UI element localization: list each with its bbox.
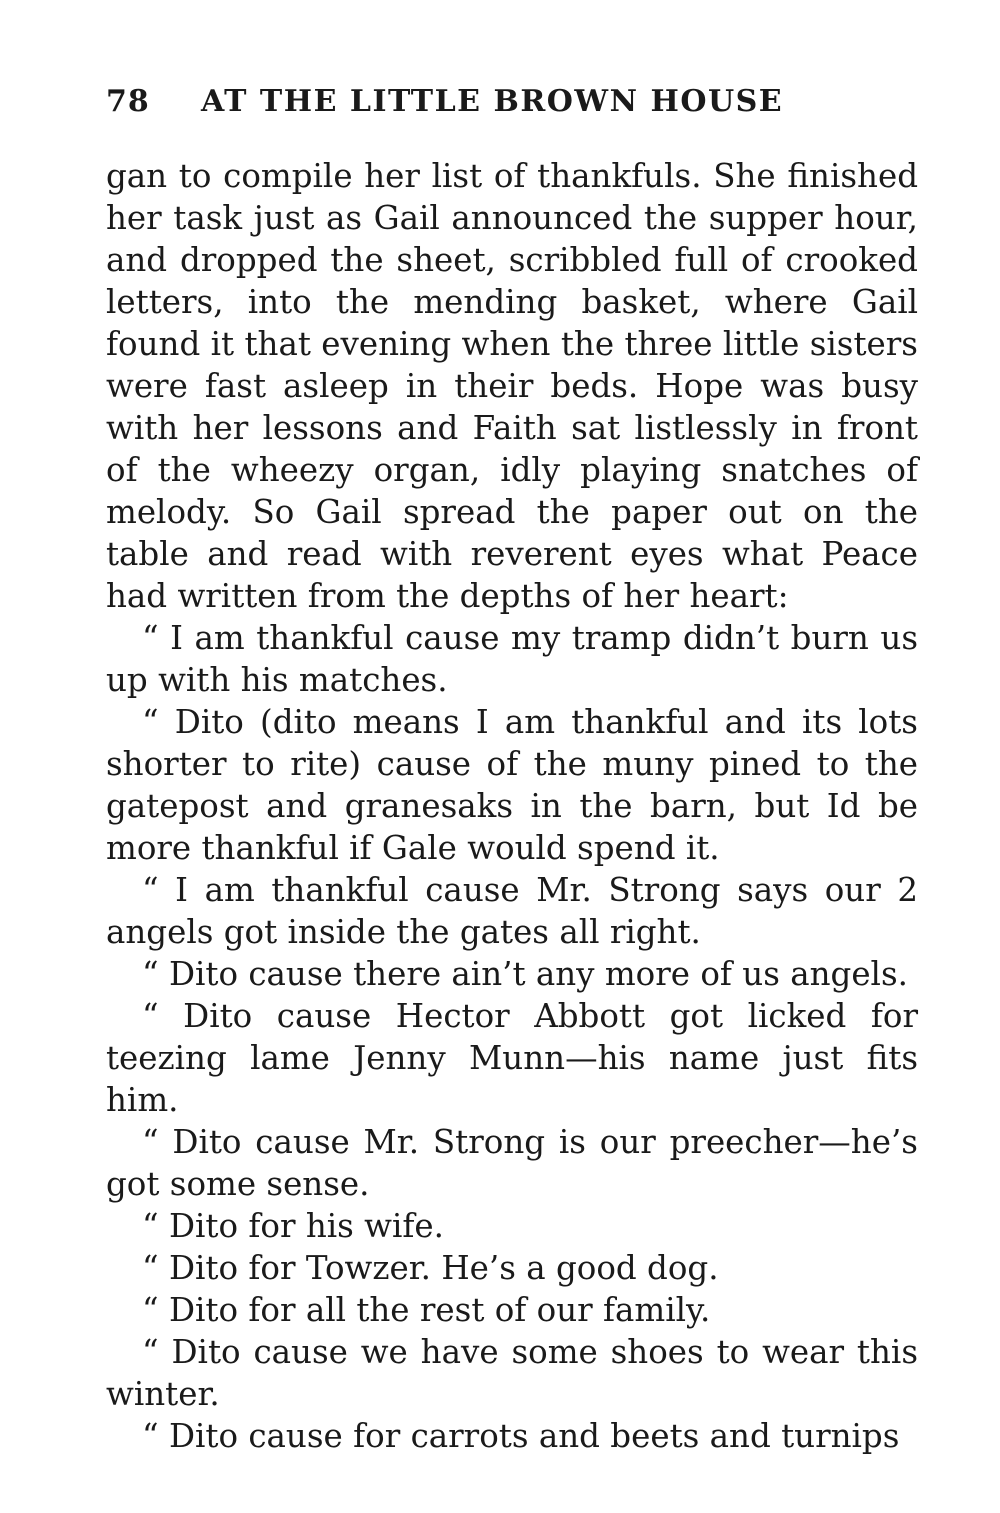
thankful-entry: “ Dito cause Mr. Strong is our preecher—he’s got some sense. — [106, 1123, 918, 1203]
page-header — [106, 84, 926, 124]
thankful-entry: “ I am thankful cause Mr. Strong says our 2 angels got inside the gates all right. — [106, 871, 918, 951]
thankful-entry: “ Dito for all the rest of our family. — [142, 1291, 711, 1329]
body-text — [106, 155, 918, 1457]
page-number: 78 — [106, 84, 150, 119]
thankful-entry: “ Dito cause there ain’t any more of us angels. — [142, 955, 908, 993]
thankful-entry: “ Dito cause we have some shoes to wear this winter. — [106, 1333, 918, 1413]
thankful-entry: “ I am thankful cause my tramp didn’t burn us up with his matches. — [106, 619, 918, 699]
thankful-entry: “ Dito for Towzer. He’s a good dog. — [142, 1249, 719, 1287]
thankful-entry: “ Dito (dito means I am thankful and its lots shorter to rite) cause of the muny pined to the gatepost and granesaks in the barn, but Id be more thankful if Gale would spend it. — [106, 703, 918, 867]
thankful-entry: “ Dito cause Hector Abbott got licked for teezing lame Jenny Munn—his name just fits him. — [106, 997, 918, 1119]
paragraph: gan to compile her list of thankfuls. She finished her task just as Gail announced the supper hour, and dropped the sheet, scribbled full of crooked letters, into the mending basket, where Gail found it that evening when the three little sisters were fast asleep in their beds. Hope was busy with her lessons and Faith sat listlessly in front of the wheezy organ, idly playing snatches of melody. So Gail spread the paper out on the table and read with reverent eyes what Peace had written from the depths of her heart: — [106, 157, 918, 615]
thankful-entry: “ Dito cause for carrots and beets and turnips — [142, 1417, 900, 1455]
thankful-entry: “ Dito for his wife. — [142, 1207, 444, 1245]
running-head: AT THE LITTLE BROWN HOUSE — [201, 84, 784, 119]
